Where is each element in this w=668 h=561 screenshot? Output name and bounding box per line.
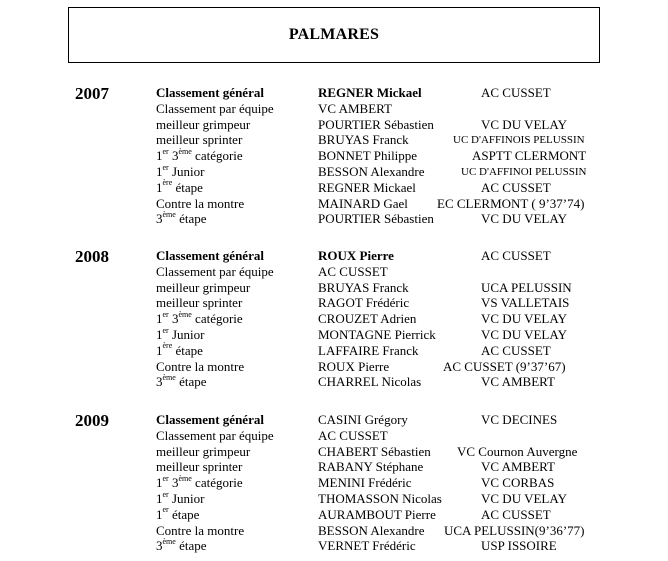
- category-text: catégorie: [191, 311, 243, 327]
- club-name: AC CUSSET: [481, 85, 551, 100]
- rider-name: AC CUSSET: [318, 427, 388, 443]
- category-text: 3: [156, 538, 163, 554]
- category-text: 3: [156, 211, 163, 227]
- result-row: [0, 523, 668, 539]
- result-row: [0, 132, 668, 148]
- result-row: [0, 295, 668, 311]
- category-label: [156, 311, 243, 327]
- result-row: [0, 507, 668, 523]
- category-text: 1: [156, 506, 163, 522]
- title-box: [68, 7, 600, 63]
- ordinal-suffix: er: [162, 505, 169, 515]
- category-text: 3: [168, 148, 179, 164]
- year-heading: 2007: [75, 84, 109, 103]
- ordinal-suffix: ème: [178, 473, 192, 483]
- category-label: meilleur sprinter: [156, 459, 243, 475]
- category-text: étape: [172, 179, 203, 195]
- rider-name: MONTAGNE Pierrick: [318, 327, 436, 342]
- category-label: [156, 343, 203, 359]
- category-label: meilleur grimpeur: [156, 116, 251, 132]
- club-name: UC D'AFFINOI PELUSSIN: [461, 166, 587, 178]
- rider-name: BONNET Philippe: [318, 148, 418, 164]
- category-text: étape: [175, 374, 207, 390]
- category-text: 1: [156, 327, 163, 342]
- ordinal-suffix: ème: [178, 309, 192, 319]
- result-row: [0, 264, 668, 280]
- category-label: [156, 374, 207, 390]
- result-row: [0, 248, 668, 264]
- club-name: AC CUSSET (9’37’67): [443, 358, 566, 374]
- rider-name: REGNER Mickael: [318, 179, 416, 195]
- category-label: meilleur grimpeur: [156, 279, 251, 295]
- club-name: USP ISSOIRE: [481, 538, 557, 554]
- ordinal-suffix: ème: [162, 210, 176, 220]
- category-text: catégorie: [191, 148, 243, 164]
- category-text: Junior: [168, 164, 205, 179]
- club-name: VS VALLETAIS: [481, 295, 570, 311]
- rider-name: CHARREL Nicolas: [318, 374, 422, 390]
- club-name: VC CORBAS: [481, 475, 555, 491]
- result-row: [0, 311, 668, 327]
- result-row: [0, 491, 668, 507]
- rider-name: CASINI Grégory: [318, 412, 408, 427]
- club-name: VC AMBERT: [481, 459, 555, 475]
- ordinal-suffix: ère: [162, 178, 173, 188]
- club-name: UCA PELUSSIN: [481, 279, 572, 295]
- category-text: 1: [156, 164, 163, 179]
- club-name: VC DU VELAY: [481, 116, 567, 132]
- result-row: [0, 327, 668, 343]
- club-name: UCA PELUSSIN(9’36’77): [444, 522, 585, 538]
- category-label: Contre la montre: [156, 358, 245, 374]
- club-name: UC D'AFFINOIS PELUSSIN: [453, 134, 585, 147]
- rider-name: RABANY Stéphane: [318, 459, 424, 475]
- result-row: [0, 412, 668, 428]
- ordinal-suffix: er: [162, 309, 169, 319]
- category-label: [156, 507, 199, 523]
- category-label: Classement général: [156, 85, 264, 100]
- result-row: [0, 343, 668, 359]
- rider-name: ROUX Pierre: [318, 248, 394, 263]
- category-label: [156, 148, 243, 164]
- category-label: Classement par équipe: [156, 427, 274, 443]
- club-name: VC DU VELAY: [481, 491, 567, 506]
- category-label: meilleur sprinter: [156, 132, 243, 148]
- category-label: Classement par équipe: [156, 100, 274, 116]
- rider-name: CHABERT Sébastien: [318, 443, 431, 459]
- club-name: VC DU VELAY: [481, 311, 567, 327]
- category-text: 3: [168, 311, 179, 327]
- ordinal-suffix: er: [162, 146, 169, 156]
- category-text: 1: [156, 148, 163, 164]
- category-label: Classement par équipe: [156, 263, 274, 279]
- club-name: AC CUSSET: [481, 342, 551, 358]
- result-row: [0, 148, 668, 164]
- rider-name: ROUX Pierre: [318, 358, 390, 374]
- rider-name: LAFFAIRE Franck: [318, 342, 419, 358]
- club-name: VC DECINES: [481, 412, 558, 427]
- ordinal-suffix: ère: [162, 341, 173, 351]
- rider-name: POURTIER Sébastien: [318, 211, 434, 227]
- result-row: [0, 444, 668, 460]
- category-label: [156, 180, 203, 196]
- rider-name: REGNER Mickael: [318, 85, 422, 100]
- club-name: VC DU VELAY: [481, 327, 567, 342]
- result-row: [0, 538, 668, 554]
- category-text: étape: [172, 342, 203, 358]
- year-heading: 2008: [75, 247, 109, 266]
- category-label: Classement général: [156, 412, 264, 427]
- category-text: catégorie: [191, 475, 243, 491]
- ordinal-suffix: er: [162, 473, 169, 483]
- category-text: Junior: [168, 327, 205, 342]
- category-text: 3: [168, 475, 179, 491]
- rider-name: BESSON Alexandre: [318, 522, 425, 538]
- result-row: [0, 459, 668, 475]
- category-text: étape: [175, 211, 207, 227]
- ordinal-suffix: ème: [178, 146, 192, 156]
- club-name: VC DU VELAY: [481, 211, 567, 227]
- rider-name: THOMASSON Nicolas: [318, 491, 442, 506]
- result-row: [0, 164, 668, 180]
- category-text: 1: [156, 342, 163, 358]
- category-text: 1: [156, 311, 163, 327]
- category-label: [156, 211, 207, 227]
- category-text: 1: [156, 475, 163, 491]
- ordinal-suffix: ème: [162, 537, 176, 547]
- category-text: 1: [156, 179, 163, 195]
- category-label: Classement général: [156, 248, 264, 263]
- ordinal-suffix: ème: [162, 373, 176, 383]
- category-text: étape: [175, 538, 207, 554]
- result-row: [0, 117, 668, 133]
- result-row: [0, 196, 668, 212]
- page-title: PALMARES: [288, 26, 380, 43]
- year-heading: 2009: [75, 411, 109, 430]
- rider-name: AURAMBOUT Pierre: [318, 506, 436, 522]
- result-row: [0, 280, 668, 296]
- rider-name: MAINARD Gael: [318, 195, 408, 211]
- result-row: [0, 359, 668, 375]
- rider-name: BESSON Alexandre: [318, 164, 425, 179]
- club-name: VC Cournon Auvergne: [457, 443, 578, 459]
- category-text: étape: [168, 506, 200, 522]
- club-name: AC CUSSET: [481, 506, 551, 522]
- category-label: Contre la montre: [156, 195, 245, 211]
- category-label: [156, 538, 207, 554]
- category-text: 3: [156, 374, 163, 390]
- rider-name: MENINI Frédéric: [318, 475, 412, 491]
- result-row: [0, 374, 668, 390]
- club-name: ASPTT CLERMONT: [472, 148, 587, 164]
- category-text: 1: [156, 491, 163, 506]
- club-name: VC AMBERT: [481, 374, 555, 390]
- rider-name: RAGOT Frédéric: [318, 295, 410, 311]
- category-label: meilleur grimpeur: [156, 443, 251, 459]
- club-name: AC CUSSET: [481, 248, 551, 263]
- category-label: [156, 475, 243, 491]
- rider-name: VERNET Frédéric: [318, 538, 416, 554]
- ordinal-suffix: er: [162, 325, 169, 335]
- result-row: [0, 85, 668, 101]
- result-row: [0, 101, 668, 117]
- rider-name: VC AMBERT: [318, 100, 392, 116]
- category-label: Contre la montre: [156, 522, 245, 538]
- rider-name: BRUYAS Franck: [318, 279, 409, 295]
- result-row: [0, 428, 668, 444]
- ordinal-suffix: er: [162, 162, 169, 172]
- club-name: EC CLERMONT ( 9’37’74): [437, 195, 585, 211]
- rider-name: AC CUSSET: [318, 263, 388, 279]
- result-row: [0, 180, 668, 196]
- result-row: [0, 475, 668, 491]
- rider-name: POURTIER Sébastien: [318, 116, 434, 132]
- result-row: [0, 211, 668, 227]
- ordinal-suffix: er: [162, 489, 169, 499]
- category-label: meilleur sprinter: [156, 295, 243, 311]
- rider-name: BRUYAS Franck: [318, 132, 409, 148]
- club-name: AC CUSSET: [481, 179, 551, 195]
- category-text: Junior: [168, 491, 205, 506]
- rider-name: CROUZET Adrien: [318, 311, 417, 327]
